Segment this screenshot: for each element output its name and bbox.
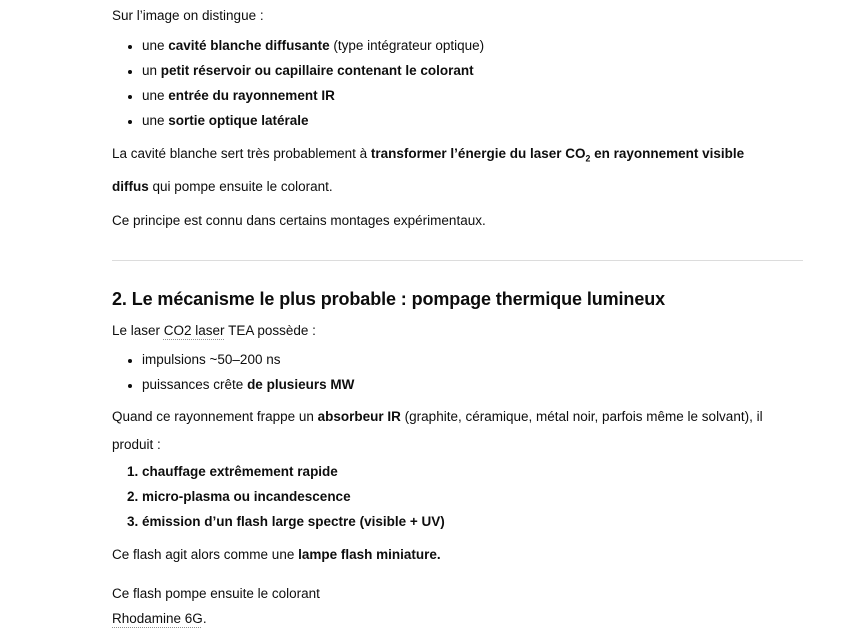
- text-line: [112, 581, 803, 606]
- text-line: [112, 431, 803, 459]
- paragraph-cavity: [112, 140, 803, 201]
- list-item: [142, 372, 803, 397]
- text-segment: Quand ce rayonnement frappe un: [112, 408, 318, 424]
- bold-text: diffus: [112, 178, 149, 194]
- list-item: [142, 33, 803, 58]
- text-line: [112, 173, 803, 201]
- bold-text: [370, 146, 745, 164]
- bold-text: émission d’un flash large spectre (visible + UV): [142, 513, 445, 529]
- text-segment: Ce flash pompe ensuite le colorant: [112, 585, 320, 601]
- list-item: [142, 347, 803, 372]
- bold-text: chauffage extrêmement rapide: [142, 463, 338, 479]
- list-item: [142, 108, 803, 133]
- subscript: 2: [585, 153, 591, 164]
- text-segment: produit :: [112, 436, 161, 452]
- section-heading: 2. Le mécanisme le plus probable : pompage thermique lumineux: [112, 288, 666, 309]
- rhodamine-6g-link[interactable]: Rhodamine 6G: [112, 610, 203, 626]
- list-item: [142, 83, 803, 108]
- paragraph-laser: [112, 317, 803, 345]
- list-item: [142, 509, 803, 534]
- text-line: [112, 606, 803, 631]
- text-line: [112, 140, 803, 173]
- text-segment: La cavité blanche sert très probablement à: [112, 146, 371, 161]
- text-segment: une: [142, 38, 169, 53]
- text-segment: .: [202, 610, 207, 626]
- text-segment: qui pompe ensuite le colorant.: [148, 178, 333, 194]
- bold-text: de plusieurs MW: [247, 376, 355, 392]
- effects-list: [112, 459, 803, 534]
- text-segment: TEA possède :: [224, 322, 316, 338]
- text-segment: impulsions ~50–200 ns: [142, 351, 281, 367]
- text-segment: Le laser: [112, 322, 164, 338]
- text-segment: puissances crête: [142, 376, 248, 392]
- text-segment: une: [142, 113, 169, 128]
- bold-text: micro-plasma ou incandescence: [142, 488, 351, 504]
- text-segment: (type intégrateur optique): [329, 38, 485, 53]
- text-segment: Ce flash agit alors comme une: [112, 546, 299, 562]
- assistant-message: [112, 0, 803, 631]
- laser-specs-list: [112, 347, 803, 397]
- list-item: [142, 484, 803, 509]
- text-segment: en rayonnement visible: [590, 146, 745, 161]
- co2-laser-link[interactable]: CO2 laser: [163, 322, 225, 338]
- list-item: [142, 58, 803, 83]
- bold-text: sortie optique latérale: [168, 113, 309, 128]
- text-segment: (graphite, céramique, métal noir, parfois même le solvant), il: [400, 408, 763, 424]
- paragraph-pump: [112, 581, 803, 631]
- bold-text: petit réservoir ou capillaire contenant le colorant: [160, 63, 474, 78]
- paragraph-intro: Sur l’image on distingue :: [112, 8, 264, 23]
- observations-list: [112, 33, 803, 133]
- bold-text: cavité blanche diffusante: [168, 38, 330, 53]
- paragraph-absorber: [112, 403, 803, 459]
- bold-text: entrée du rayonnement IR: [168, 88, 335, 103]
- list-item: [142, 459, 803, 484]
- bold-text: absorbeur IR: [317, 408, 401, 424]
- text-segment: un: [142, 63, 161, 78]
- bold-text: lampe flash miniature.: [298, 546, 441, 562]
- paragraph-flash: [112, 541, 803, 569]
- text-line: [112, 403, 803, 431]
- section-divider: [112, 260, 803, 261]
- text-segment: une: [142, 88, 169, 103]
- text-segment: transformer l’énergie du laser CO: [370, 146, 586, 161]
- paragraph-principle: Ce principe est connu dans certains montages expérimentaux.: [112, 212, 486, 228]
